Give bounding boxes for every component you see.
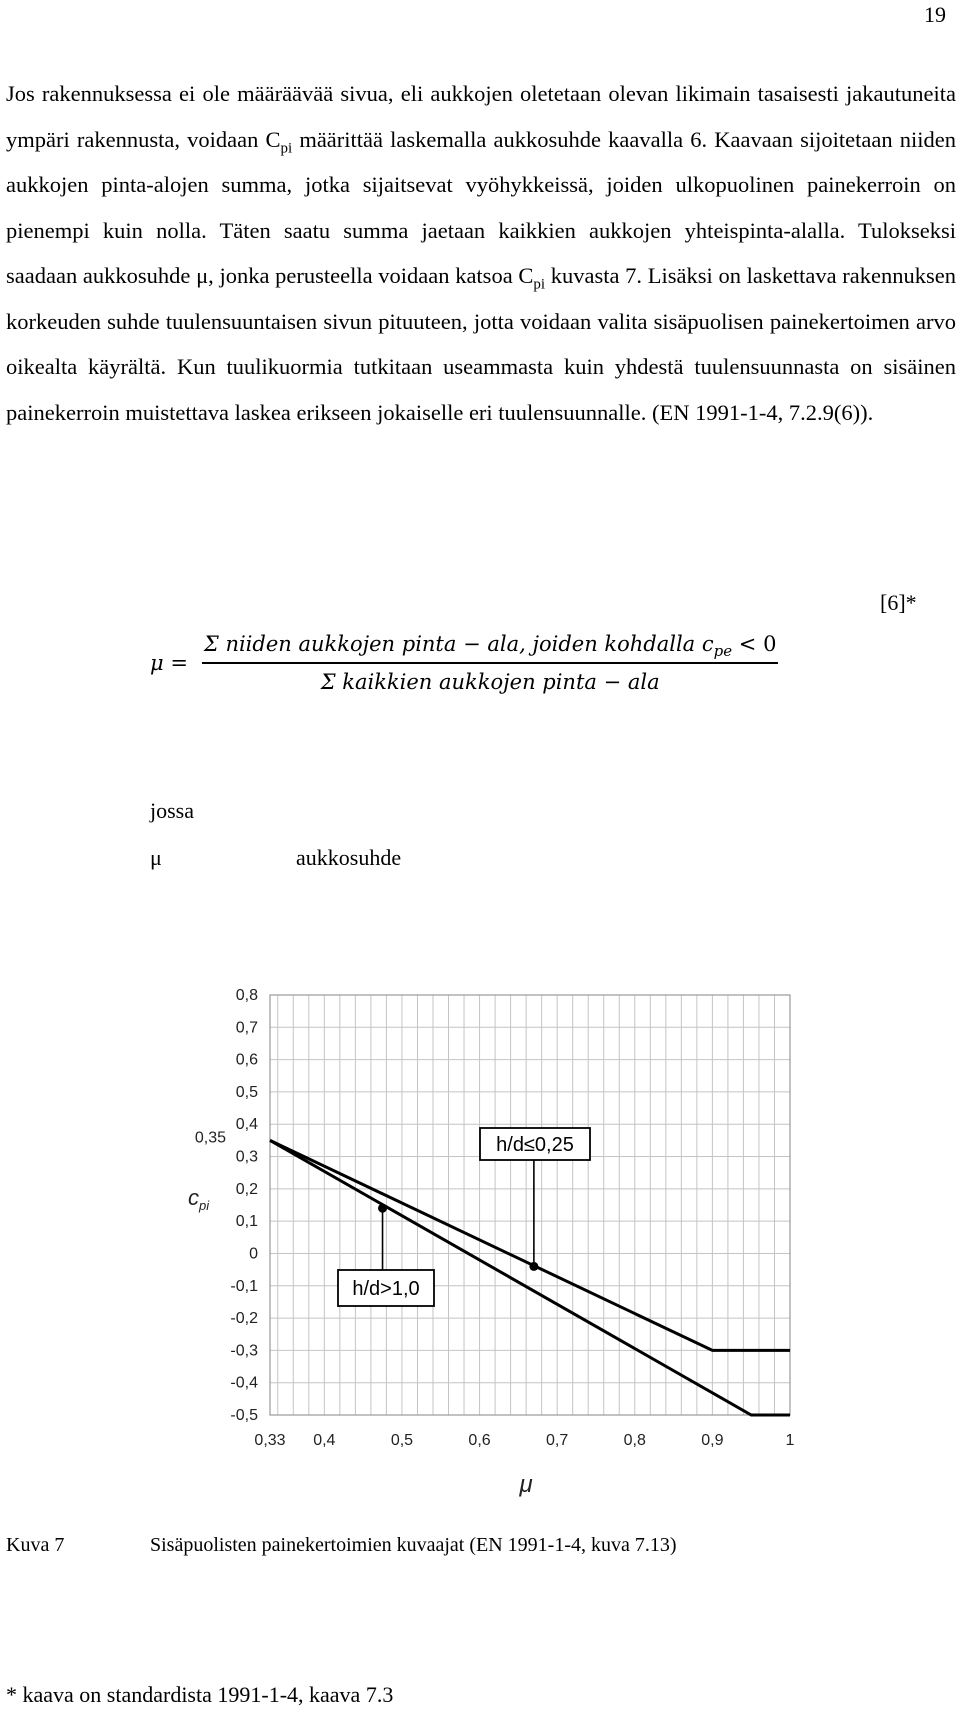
paragraph-part-1: Jos rakennuksessa ei ole määräävää sivua, eli aukkojen oletetaan olevan likimain tasaisesti jakautuneita ympäri rakennusta, voidaan C: [6, 81, 956, 152]
y-tick-label: -0,2: [230, 1310, 258, 1328]
annotation-label-h-d-le-0-25: h/d≤0,25: [496, 1134, 574, 1156]
opening-ratio-formula: [150, 632, 778, 694]
paragraph-part-2: määrittää laskemalla aukkosuhde kaavalla 6. Kaavaan sijoitetaan niiden aukkojen pinta-alojen summa, jotka sijaitsevat vyöhykkeissä, joiden ulkopuolinen painekerroin on pienempi kuin nolla. Täten saatu summa jaetaan kaikkien aukkojen yhteispinta-alalla. Tulokseksi saadaan aukkosuhde μ, jonka perusteella voidaan katsoa C: [6, 126, 956, 288]
y-axis-label: $c_{pi}$: [188, 1185, 210, 1213]
footnote: * kaava on standardista 1991-1-4, kaava 7.3: [6, 1682, 394, 1707]
numerator-text: Σ niiden aukkojen pinta − ala, joiden kohdalla c: [203, 632, 714, 656]
x-tick-label: 0,9: [701, 1432, 724, 1449]
formula-lhs: μ =: [150, 650, 188, 675]
x-tick-label: 0,33: [254, 1432, 286, 1449]
cpi-chart: [170, 985, 810, 1505]
y-tick-label: 0,1: [235, 1213, 258, 1231]
annotation-label-h-d-gt-1-0: h/d>1,0: [352, 1278, 420, 1300]
x-tick-label: 0,6: [468, 1432, 491, 1449]
y-tick-label: 0,5: [235, 1083, 258, 1101]
y-tick-label: 0,8: [235, 987, 258, 1004]
formula-fraction: [202, 632, 779, 694]
y-tick-label: -0,1: [230, 1277, 258, 1295]
chart-axes: [188, 987, 795, 1498]
figure-caption-text: Sisäpuolisten painekertoimien kuvaajat (EN 1991-1-4, kuva 7.13): [150, 1534, 677, 1556]
y-tick-label: -0,4: [230, 1374, 258, 1392]
x-tick-label: 1: [785, 1432, 795, 1449]
y-tick-label-extra: 0,35: [194, 1129, 226, 1147]
cpi-subscript: pi: [280, 140, 293, 156]
cpi-subscript: pi: [533, 276, 546, 293]
definition-description: aukkosuhde: [296, 845, 402, 870]
formula-numerator: [202, 632, 779, 662]
numerator-tail: < 0: [732, 632, 777, 656]
page-number: 19: [924, 2, 946, 27]
x-tick-label: 0,4: [313, 1432, 336, 1449]
x-tick-label: 0,8: [623, 1432, 646, 1449]
body-paragraph: [6, 71, 956, 435]
x-tick-label: 0,5: [390, 1432, 414, 1449]
x-axis-label: μ: [519, 1471, 533, 1498]
definition-symbol: μ: [150, 845, 162, 870]
y-tick-label: -0,3: [230, 1342, 258, 1360]
definitions-intro: jossa: [150, 798, 194, 823]
formula-denominator: Σ kaikkien aukkojen pinta − ala: [320, 669, 660, 694]
chart-grid: [270, 995, 790, 1415]
y-tick-label: -0,5: [230, 1407, 258, 1424]
cpi-chart-svg: [170, 985, 810, 1505]
figure-caption-number: Kuva 7: [6, 1534, 65, 1556]
y-axis-label-sub: pi: [199, 1198, 210, 1213]
y-tick-label: 0,7: [235, 1019, 258, 1037]
y-tick-label: 0,4: [235, 1116, 258, 1134]
y-tick-label: 0,3: [235, 1148, 258, 1166]
formula-reference: [6]*: [880, 590, 917, 615]
cpe-subscript: pe: [713, 642, 733, 661]
y-tick-label: 0: [249, 1245, 258, 1263]
y-tick-label: 0,6: [235, 1051, 258, 1069]
paragraph-part-3: kuvasta 7. Lisäksi on laskettava rakennuksen korkeuden suhde tuulensuuntaisen sivun pituuteen, jotta voidaan valita sisäpuolisen painekertoimen arvo oikealta käyrältä. Kun tuulikuormia tutkitaan useammasta kuin yhdestä tuulensuunnasta on sisäinen painekerroin muistettava laskea erikseen jokaiselle eri tuulensuunnalle. (EN 1991-1-4, 7.2.9(6)).: [6, 263, 956, 425]
y-tick-label: 0,2: [235, 1180, 258, 1198]
x-tick-label: 0,7: [546, 1432, 569, 1449]
